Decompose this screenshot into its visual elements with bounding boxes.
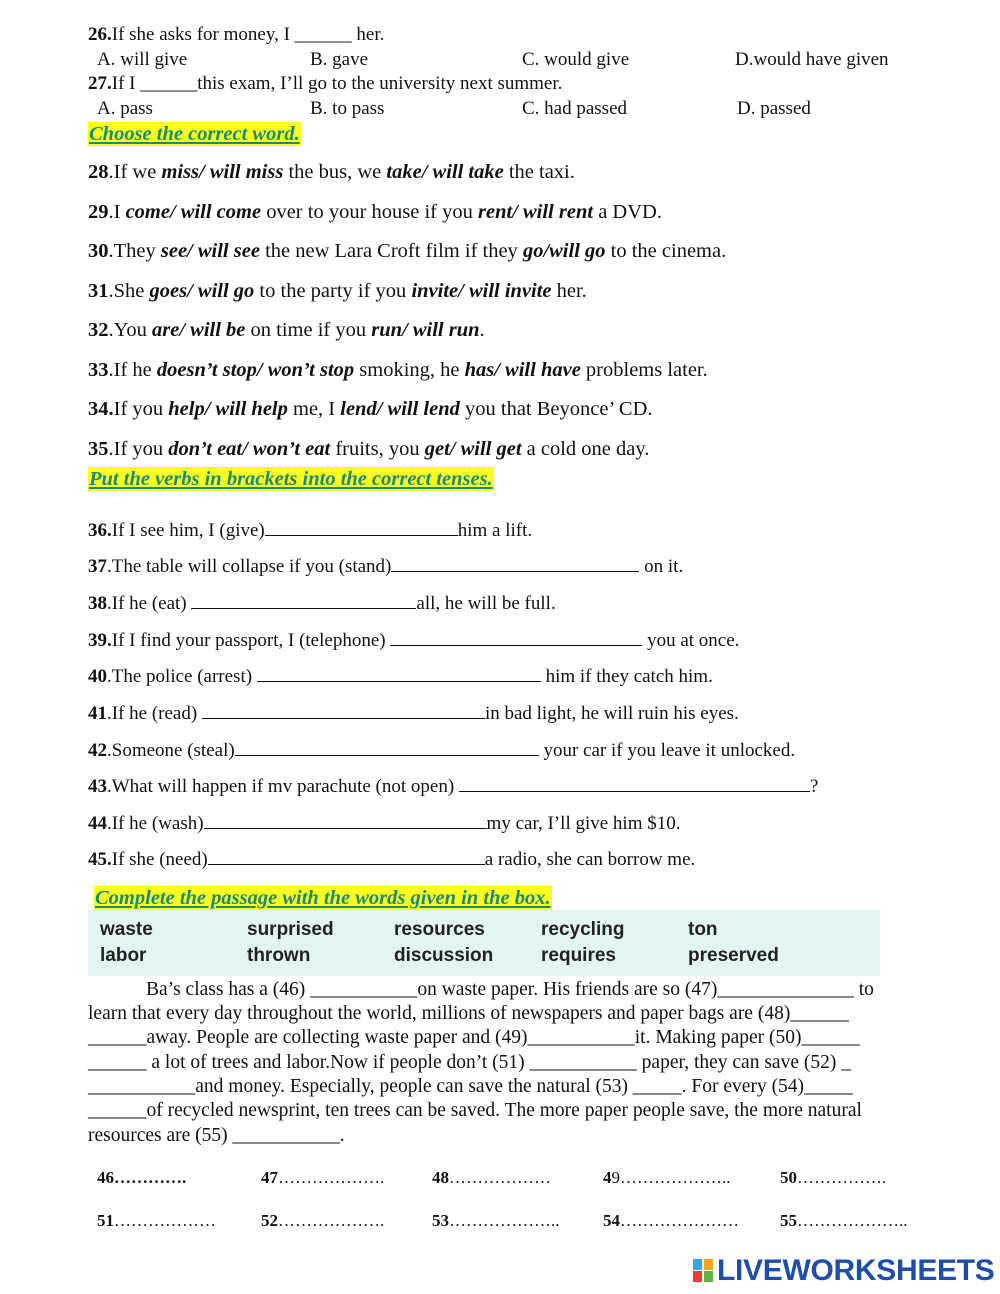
item-number: 45. [88,849,112,870]
item-number: 28 [88,161,109,183]
word-box-item: resources [394,919,485,940]
answer-blank[interactable] [235,754,539,756]
sentence-text: .She [108,280,150,302]
sentence-text: a radio, she can borrow me. [484,849,696,870]
verb-choice[interactable]: miss/ will miss [161,161,284,183]
answer-slot-53[interactable]: 53……………….. [432,1211,560,1230]
sentence-text: .If he (wash) [107,813,204,834]
word-box-item: requires [541,945,616,966]
choose-item-29 [88,200,662,224]
sentence-text: a cold one day. [521,438,650,460]
choose-item-30 [88,239,726,263]
passage-line: Ba’s class has a (46) ___________on waste paper. His friends are so (47)______________ to [146,979,874,1000]
answer-slot-52[interactable]: 52………………. [261,1211,385,1230]
passage-line: ___________and money. Especially, people can save the natural (53) _____. For every (54)_____ [88,1076,853,1097]
item-number: 35 [88,438,109,460]
option-27a[interactable]: A. pass [97,98,153,119]
sentence-text: .If you [108,438,169,460]
verb-choice[interactable]: run/ will run [371,319,480,341]
word-box [88,910,880,976]
verb-item-40 [88,666,713,688]
verb-item-38 [88,593,556,615]
option-27c[interactable]: C. had passed [522,98,628,119]
sentence-text: him a lift. [457,520,533,541]
item-number: 34. [88,398,114,420]
sentence-text: .You [108,319,153,341]
answer-blank[interactable] [390,644,642,646]
sentence-text: .The police (arrest) [107,666,257,687]
verb-choice[interactable]: lend/ will lend [340,398,460,420]
item-number: 32 [88,319,109,341]
choose-item-32 [88,318,485,342]
answer-slot-47[interactable]: 47………………. [261,1168,385,1187]
answer-blank[interactable] [204,827,487,829]
sentence-text: . [479,319,485,341]
sentence-text: .If he (read) [107,703,202,724]
heading-choose-correct-word: Choose the correct word. [89,123,300,145]
sentence-text: ? [809,776,819,797]
item-number: 39. [88,630,112,651]
answer-slot-50[interactable]: 50……………. [780,1168,887,1187]
answer-slot-48[interactable]: 48……………… [432,1168,551,1187]
option-27d[interactable]: D. passed [737,98,811,119]
sentence-text: the bus, we [283,161,387,183]
sentence-text: you at once. [642,630,740,651]
sentence-text: the new Lara Croft film if they [259,240,523,262]
verb-item-41 [88,703,739,725]
answer-slot-46[interactable]: 46…………. [97,1168,187,1187]
word-box-item: surprised [247,919,334,940]
sentence-text: If I see him, I (give) [111,520,265,541]
sentence-text: you that Beyonce’ CD. [459,398,653,420]
sentence-text: all, he will be full. [416,593,556,614]
sentence-text: .If he [108,359,157,381]
verb-item-43 [88,776,818,798]
answer-blank[interactable] [257,680,541,682]
sentence-text: If she (need) [111,849,208,870]
item-number: 37 [88,556,107,577]
question-26: 26.If she asks for money, I ______ her. [88,24,385,45]
sentence-text: .If he (eat) [107,593,192,614]
answer-slot-49[interactable]: 49……………….. [603,1168,731,1187]
sentence-text: to the cinema. [605,240,727,262]
item-number: 44 [88,813,107,834]
sentence-text: over to your house if you [261,201,478,223]
verb-choice[interactable]: take/ will take [386,161,504,183]
item-number: 41 [88,703,107,724]
sentence-text: to the party if you [254,280,412,302]
sentence-text: my car, I’ll give him $10. [486,813,681,834]
word-box-item: labor [100,945,147,966]
item-number: 42 [88,740,107,761]
verb-item-42 [88,740,795,762]
sentence-text: on time if you [245,319,372,341]
sentence-text: me, I [287,398,341,420]
answer-blank[interactable] [191,607,416,609]
word-box-item: recycling [541,919,625,940]
answer-blank[interactable] [391,570,639,572]
item-number: 33 [88,359,109,381]
sentence-text: .The table will collapse if you (stand) [107,556,392,577]
verb-choice[interactable]: invite/ will invite [411,280,552,302]
sentence-text: .Someone (steal) [107,740,235,761]
verb-choice[interactable]: get/ will get [424,438,522,460]
option-26a[interactable]: A. will give [97,49,188,70]
word-box-item: thrown [247,945,311,966]
word-box-item: ton [688,919,718,940]
answer-blank[interactable] [459,790,810,792]
word-box-item: waste [100,919,153,940]
sentence-text: the taxi. [503,161,575,183]
sentence-text: her. [551,280,587,302]
verb-choice[interactable]: rent/ will rent [478,201,594,223]
sentence-text: a DVD. [593,201,662,223]
verb-item-36 [88,520,532,542]
answer-blank[interactable] [208,863,485,865]
passage-line: ______ a lot of trees and labor.Now if people don’t (51) ___________ paper, they can save (52) _ [88,1052,851,1073]
choose-item-28 [88,160,575,184]
verb-choice[interactable]: don’t eat/ won’t eat [168,438,331,460]
passage-line: resources are (55) ___________. [88,1125,345,1146]
choose-item-33 [88,358,708,382]
item-number: 38 [88,593,107,614]
sentence-text: .I [108,201,126,223]
verb-item-39 [88,630,739,652]
verb-choice[interactable]: doesn’t stop/ won’t stop [156,359,355,381]
item-number: 40 [88,666,107,687]
item-number: 43 [88,776,107,797]
verb-choice[interactable]: has/ will have [464,359,581,381]
answer-blank[interactable] [265,534,458,536]
choose-item-34 [88,397,653,421]
verb-item-37 [88,556,683,578]
sentence-text: smoking, he [354,359,465,381]
verb-choice[interactable]: go/will go [522,240,606,262]
sentence-text: If I find your passport, I (telephone) [111,630,391,651]
sentence-text: problems later. [580,359,708,381]
option-26d[interactable]: D.would have given [735,49,889,70]
heading-put-verbs: Put the verbs in brackets into the correct tenses. [89,468,493,490]
verb-choice[interactable]: see/ will see [160,240,260,262]
verb-choice[interactable]: help/ will help [168,398,288,420]
item-number: 30 [88,240,109,262]
passage-line: ______away. People are collecting waste paper and (49)___________it. Making paper (50)______ [88,1027,861,1048]
word-box-item: discussion [394,945,494,966]
sentence-text: your car if you leave it unlocked. [538,740,796,761]
passage-line: ______of recycled newsprint, ten trees can be saved. The more paper people save, the more natural [88,1100,862,1121]
verb-item-44 [88,813,681,835]
option-26b[interactable]: B. gave [310,49,369,70]
question-27: 27.If I ______this exam, I’ll go to the university next summer. [88,73,563,94]
verb-choice[interactable]: come/ will come [125,201,262,223]
item-number: 31 [88,280,109,302]
option-26c[interactable]: C. would give [522,49,630,70]
heading-complete-passage: Complete the passage with the words given in the box. [95,887,551,909]
liveworksheets-logo: LIVEWORKSHEETS [693,1254,995,1286]
answer-slot-54[interactable]: 54………………… [603,1211,739,1230]
item-number: 36. [88,520,112,541]
sentence-text: on it. [639,556,684,577]
passage-line: learn that every day throughout the world, millions of newspapers and paper bags are (48)______ [88,1003,849,1024]
sentence-text: .If we [108,161,162,183]
sentence-text: him if they catch him. [540,666,713,687]
liveworksheets-logo-icon [693,1257,715,1283]
answer-slot-51[interactable]: 51……………… [97,1211,216,1230]
verb-choice[interactable]: are/ will be [152,319,246,341]
answer-blank[interactable] [202,717,485,719]
word-box-item: preserved [688,945,779,966]
answer-slot-55[interactable]: 55……………….. [780,1211,908,1230]
sentence-text: fruits, you [330,438,425,460]
sentence-text: .What will happen if mv parachute (not open) [107,776,459,797]
option-27b[interactable]: B. to pass [310,98,385,119]
choose-item-31 [88,279,587,303]
sentence-text: in bad light, he will ruin his eyes. [484,703,739,724]
verb-choice[interactable]: goes/ will go [149,280,255,302]
sentence-text: If you [113,398,169,420]
choose-item-35 [88,437,649,461]
sentence-text: .They [108,240,161,262]
item-number: 29 [88,201,109,223]
verb-item-45 [88,849,695,871]
